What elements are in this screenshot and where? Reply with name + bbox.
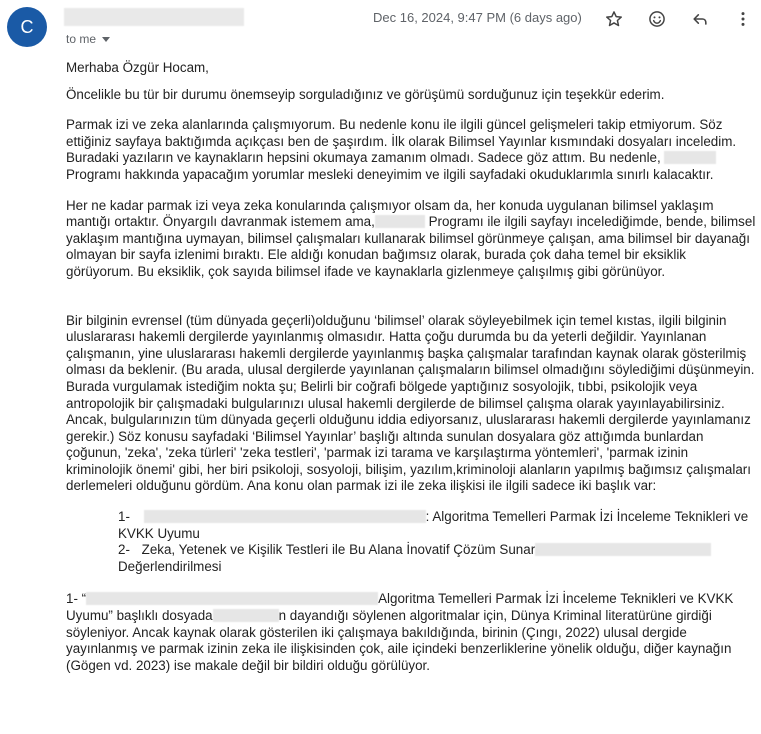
redacted-text (375, 215, 425, 228)
star-icon (604, 9, 624, 29)
paragraph-2 (66, 117, 756, 183)
paragraph-2-text-a: Parmak izi ve zeka alanlarında çalışmıyorum. Bu nedenle konu ile ilgili güncel gelişmeleri takip etmiyorum. Söz ettiğiniz sayfaya baktığımda açıkçası ben de şaşırdım. İlk olarak Bilimsel Yayınlar kısmındaki dosyaları inceledim. Buradaki yazıların ve kaynakların hepsini okumaya zamanım olmadı. Sadece göz attım. Bu nedenle, (66, 117, 737, 166)
paragraph-5-text-c: n dayandığı söylenen algoritmalar için, Dünya Kriminal literatürüne girdiği söyleniyor. Ancak kaynak olarak gösterilen iki çalışmaya bakıldığında, birinin (Çıngı, 2022) ulusal dergide yayınlanmış ve parmak izinin zeka ile ilişkisinden çok, aile içindeki benzerliklerine yönelik olduğu, diğer kaynağın (Gögen vd. 2023) ise makale değil bir bildiri olduğu görülüyor. (66, 608, 732, 673)
more-vert-icon (733, 9, 753, 29)
redacted-text (535, 543, 711, 556)
sender-name-redacted (64, 8, 244, 26)
list-item-number: 1- (118, 509, 130, 525)
reply-icon (690, 9, 710, 29)
paragraph-5-text-a: 1- “ (66, 591, 87, 607)
redacted-text (86, 592, 378, 605)
paragraph-1: Öncelikle bu tür bir durumu önemseyip sorguladığınız ve görüşümü sorduğunuz için teşekkür ederim. (66, 86, 665, 102)
message-actions (600, 7, 757, 31)
greeting: Merhaba Özgür Hocam, (66, 60, 209, 75)
list-item-text-continued: Değerlendirilmesi (118, 558, 222, 574)
paragraph-4: Bir bilginin evrensel (tüm dünyada geçerli)olduğunu ‘bilimsel’ olarak söyleyebilmek için temel kıstas, ilgili bilginin uluslararası hakemli dergilerde yayınlanmış olmasıdır. Hatta çoğu durumda bu da yeterli değildir. Yayınlanan çalışmanın, yine uluslararası hakemli dergilerde yayınlanmış başka çalışmalar tarafından kaynak olarak gösterilmiş olması da beklenir. (Bu arada, ulusal dergilerde yayınlanan çalışmaların bilimsel olmadığını söylediğimi düşünmeyin. Burada vurgulamak istediğim nokta şu; Belirli bir coğrafi bölgede yaptığınız sosyolojik, tıbbi, psikolojik veya antropolojik bir çalışmadaki bulgularınızı ulusal hakemli dergilerde de bilimsel çalışma olarak yayınlayabilirsiniz. Ancak, bulgularınızın tüm dünyada geçerli olduğunu iddia ediyorsanız, uluslararası hakemli dergilerde yayınlamanız gerekir.) Söz konusu sayfadaki ‘Bilimsel Yayınlar’ başlığı altında sunulan dosyalara göz attığımda bunlardan çoğunun, 'zeka', 'zeka türleri' 'zeka testleri', 'parmak izi tarama ve karşılaştırma yöntemleri', 'parmak izinin kriminolojik önemi' gibi, her biri psikoloji, sosyoloji, bilişim, yazılım,kriminoloji alanların yapılmış bağımsız çalışmaları derlemeleri olduğunu gördüm. Ana konu olan parmak izi ile zeka ilişkisi ile ilgili sadece iki başlık var: (66, 312, 755, 494)
reply-button[interactable] (686, 7, 714, 31)
list-item-text: Zeka, Yetenek ve Kişilik Testleri ile Bu Alana İnovatif Çözüm Sunar (141, 542, 536, 558)
message-body (66, 60, 756, 688)
star-button[interactable] (600, 7, 628, 31)
chevron-down-icon (102, 37, 110, 42)
paragraph-5 (66, 591, 756, 674)
emoji-icon (647, 9, 667, 29)
paragraph-2-text-b: Programı hakkında yapacağım yorumlar mesleki deneyimim ve ilgili sayfadaki okuduklarımla sınırlı kalacaktır. (66, 166, 714, 182)
redacted-text (144, 510, 426, 523)
topic-list (118, 509, 756, 575)
emoji-reaction-button[interactable] (643, 7, 671, 31)
redacted-text (664, 151, 716, 164)
list-item (118, 509, 756, 542)
redacted-text (213, 609, 279, 622)
paragraph-5-text-b: Algoritma Temelleri Parmak İzi İnceleme Teknikleri ve KVKK Uyumu” başlıklı dosyada (66, 591, 734, 624)
paragraph-3 (66, 198, 756, 281)
to-label: to me (66, 32, 97, 46)
list-item-number: 2- (118, 542, 130, 558)
more-options-button[interactable] (729, 7, 757, 31)
message-date: Dec 16, 2024, 9:47 PM (6 days ago) (373, 10, 582, 25)
paragraph-3-text-b: Programı ile ilgili sayfayı incelediğimde, bende, bilimsel yaklaşım mantığına uymayan, bilimsel çalışmaları kullanarak bilimsel görünmeye çalışan, ama bilimsel bir dayanağı olmayan bir sayfa izlenimi bıraktı. Ele aldığı konudan bağımsız olarak, burada çok daha temel bir eksiklik görüyorum. Bu eksiklik, çok sayıda bilimsel ifade ve kaynaklarla gizlenmeye çalışılmış gibi görünüyor. (66, 214, 756, 279)
list-item-text: : Algoritma Temelleri Parmak İzi İnceleme Teknikleri ve KVKK Uyumu (118, 509, 749, 541)
sender-avatar[interactable]: C (7, 7, 47, 47)
paragraph-3-text-a: Her ne kadar parmak izi veya zeka konularında çalışmıyor olsam da, her konuda uygulanan bilimsel yaklaşım mantığı ortaktır. Önyargılı davranmak istemem ama, (66, 197, 714, 230)
list-item (118, 542, 756, 575)
recipients-toggle[interactable] (66, 32, 110, 46)
